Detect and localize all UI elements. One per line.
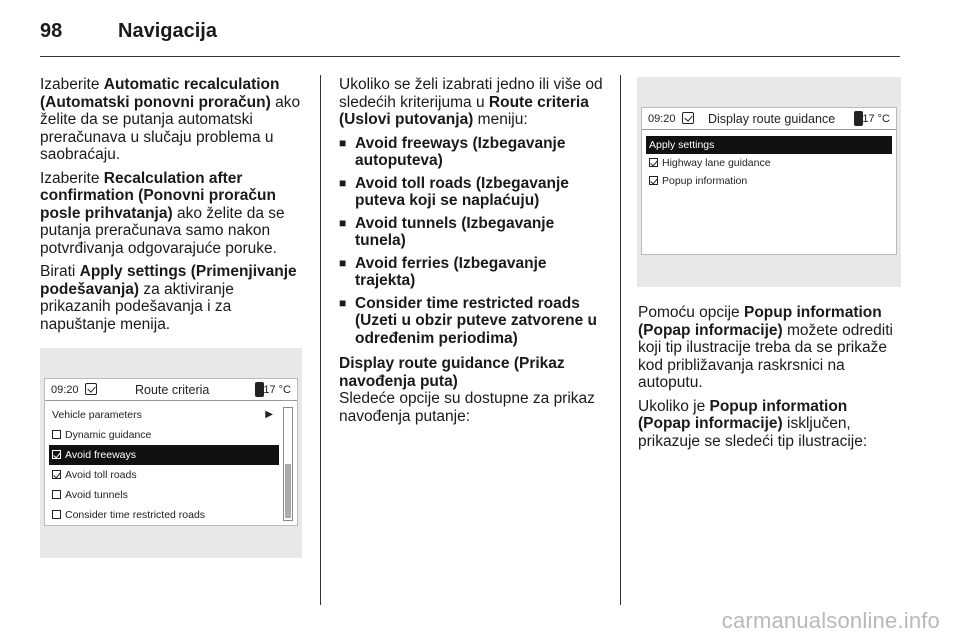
checkbox-icon xyxy=(52,510,61,519)
column-3 xyxy=(638,304,904,456)
temperature: 17 °C xyxy=(862,113,890,125)
list-item-avoid-freeways[interactable]: Avoid freeways xyxy=(49,445,279,465)
bullet-avoid-freeways: ■ Avoid freeways (Izbegavanje autoputeva) xyxy=(339,135,607,170)
checkbox-checked-icon xyxy=(649,176,658,185)
column-divider-1 xyxy=(320,75,321,605)
list-item-vehicle-parameters[interactable]: Vehicle parameters ▶︎ xyxy=(49,405,279,425)
page-header xyxy=(40,16,900,48)
column-1 xyxy=(40,76,304,339)
status-bar xyxy=(45,379,297,401)
checkbox-icon xyxy=(52,490,61,499)
list-item-time-restricted-roads[interactable]: Consider time restricted roads xyxy=(49,505,279,525)
route-criteria-screen xyxy=(44,378,298,526)
list-item-dynamic-guidance[interactable]: Dynamic guidance xyxy=(49,425,279,445)
checkbox-checked-icon xyxy=(649,158,658,167)
status-bar xyxy=(642,108,896,130)
section-title: Navigacija xyxy=(118,20,217,42)
list-item-apply-settings[interactable]: Apply settings xyxy=(646,136,892,154)
paragraph-apply-settings: Birati Apply settings (Primenjivanje podešavanja) za aktiviranje prikazanih podešavanja i za napuštanje menija. xyxy=(40,263,297,333)
list-item-avoid-tunnels[interactable]: Avoid tunnels xyxy=(49,485,279,505)
clock-time: 09:20 xyxy=(51,384,79,396)
scrollbar[interactable] xyxy=(283,407,293,521)
check-clock-icon xyxy=(85,383,97,395)
column-2 xyxy=(339,76,607,431)
page-number: 98 xyxy=(40,20,63,42)
guidance-list xyxy=(646,136,892,190)
list-item-highway-lane-guidance[interactable]: Highway lane guidance xyxy=(646,154,892,172)
paragraph-recalc-confirm: Izaberite Recalculation after confirmation (Ponovni proračun posle prihvatanja) ako želite da se putanja preračunava samo nakon potvrđivanja odgovarajuće poruke. xyxy=(40,169,285,257)
chevron-right-icon: ▶︎ xyxy=(265,409,273,420)
route-guidance-figure xyxy=(637,77,901,287)
list-item-avoid-toll-roads[interactable]: Avoid toll roads xyxy=(49,465,279,485)
checkbox-icon xyxy=(52,430,61,439)
list-item-popup-information[interactable]: Popup information xyxy=(646,172,892,190)
header-divider xyxy=(40,56,900,57)
paragraph-guidance-options: Sledeće opcije su dostupne za prikaz navođenja putanje: xyxy=(339,390,595,425)
temperature: 17 °C xyxy=(263,384,291,396)
bullet-avoid-toll-roads: ■ Avoid toll roads (Izbegavanje puteva koji se naplaćuju) xyxy=(339,175,607,210)
screen-title: Route criteria xyxy=(135,383,210,397)
screen-title: Display route guidance xyxy=(708,112,836,126)
scrollbar-thumb[interactable] xyxy=(285,464,291,518)
route-guidance-screen xyxy=(641,107,897,255)
checkbox-checked-icon xyxy=(52,450,61,459)
criteria-list xyxy=(49,405,279,525)
clock-time: 09:20 xyxy=(648,113,676,125)
check-clock-icon xyxy=(682,112,694,124)
paragraph-criteria-intro: Ukoliko se želi izabrati jedno ili više od sledećih kriterijuma u Route criteria (Uslovi putovanja) meniju: xyxy=(339,76,603,128)
column-divider-2 xyxy=(620,75,621,605)
bullet-avoid-ferries: ■ Avoid ferries (Izbegavanje trajekta) xyxy=(339,255,607,290)
paragraph-popup-info: Pomoću opcije Popup information (Popap informacije) možete odrediti koji tip ilustracije treba da se prikaže kod približavanja raskrsnici na autoputu. xyxy=(638,304,893,391)
bullet-avoid-tunnels: ■ Avoid tunnels (Izbegavanje tunela) xyxy=(339,215,607,250)
subheading-display-guidance: Display route guidance (Prikaz navođenja puta) xyxy=(339,355,565,390)
paragraph-auto-recalc: Izaberite Automatic recalculation (Automatski ponovni proračun) ako želite da se putanja automatski preračunava u slučaju problema u saobraćaju. xyxy=(40,76,301,163)
bullet-time-restricted: ■ Consider time restricted roads (Uzeti u obzir puteve zatvorene u određenim periodima) xyxy=(339,295,607,348)
checkbox-checked-icon xyxy=(52,470,61,479)
paragraph-popup-off: Ukoliko je Popup information (Popap informacije) isključen, prikazuje se sledeći tip ilustracije: xyxy=(638,397,868,450)
route-criteria-figure xyxy=(40,348,302,558)
watermark: carmanualsonline.info xyxy=(721,608,940,633)
